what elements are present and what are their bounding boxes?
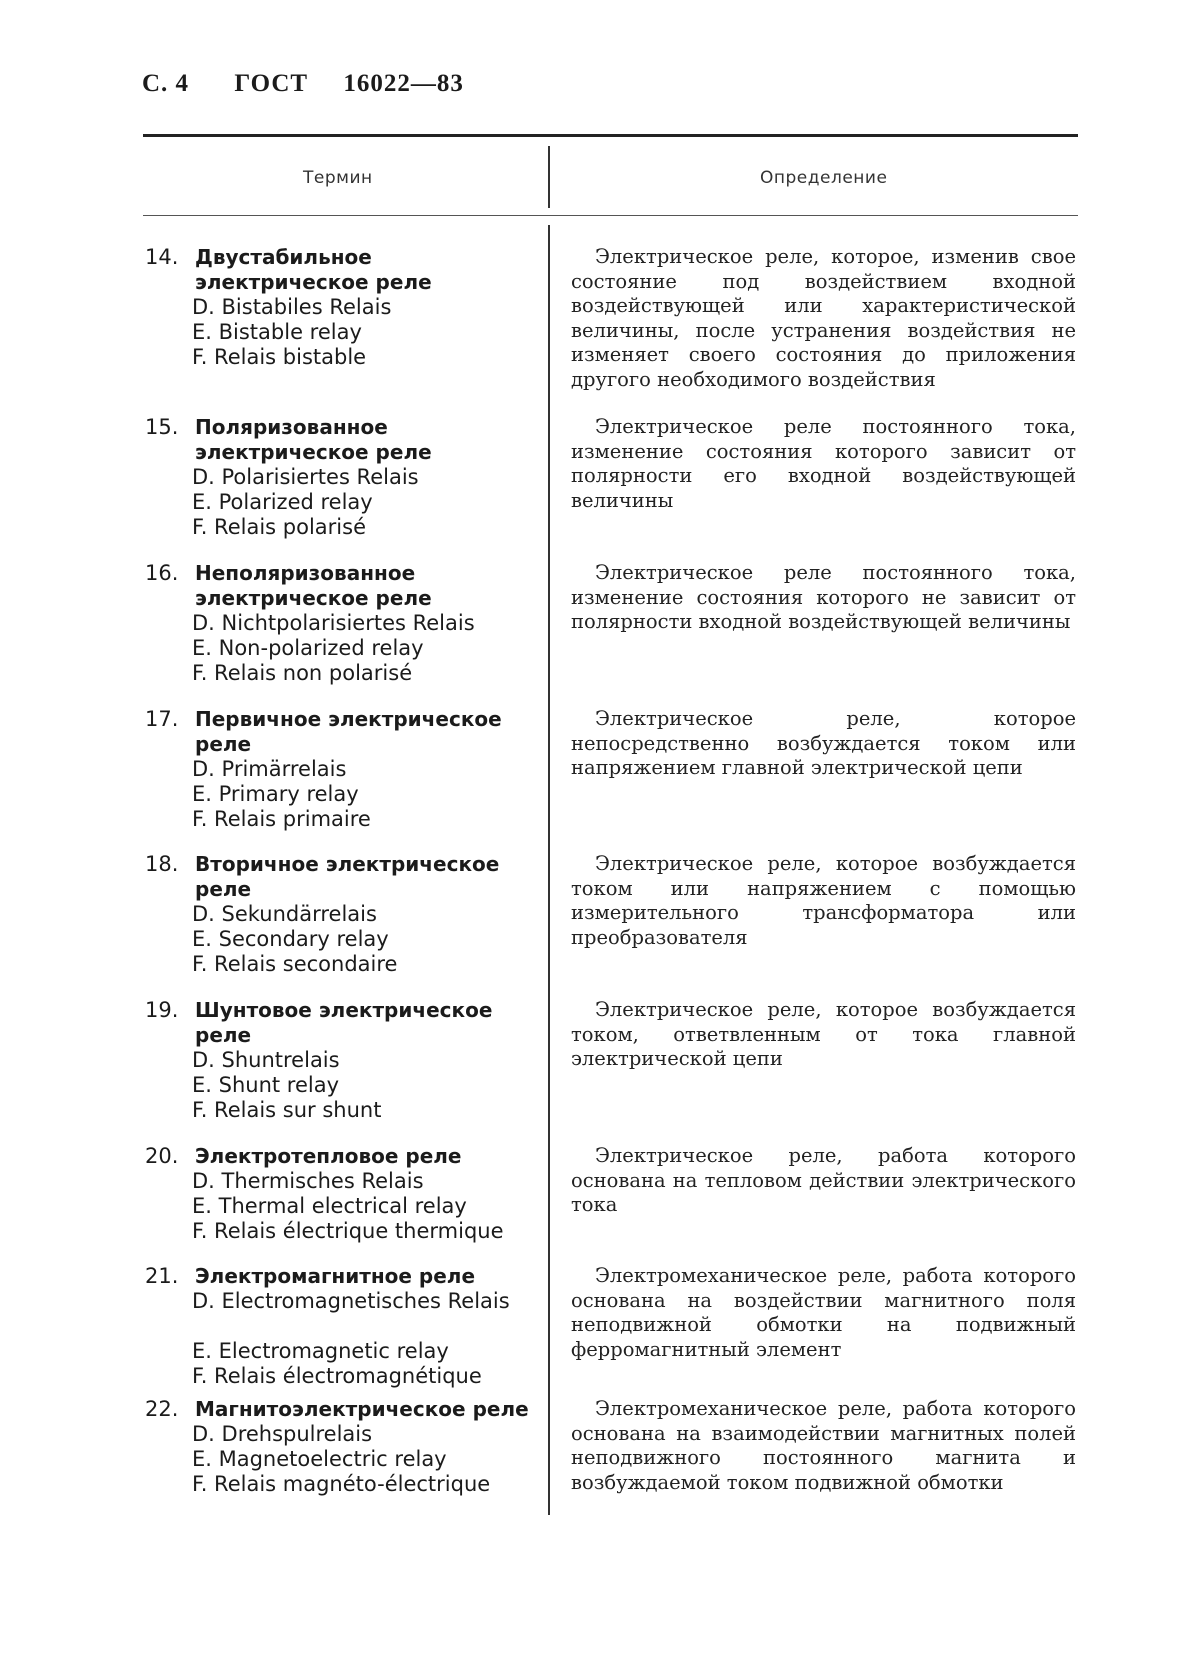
term-definition: Электромеханическое реле, работа которого основана на взаимодействии магнитных полей неподвижного постоянного магнита и возбуждаемой током подвижной обмотки <box>571 1397 1076 1494</box>
term-definition: Электрическое реле, работа которого основана на тепловом действии электрического тока <box>571 1144 1076 1216</box>
term-number: 19. <box>145 998 179 1022</box>
term-number: 18. <box>145 852 179 876</box>
standard-label: ГОСТ <box>234 70 309 97</box>
term-french: F. Relais bistable <box>192 345 367 369</box>
term-german: D. Drehspulrelais <box>192 1422 373 1446</box>
term-german: D. Thermisches Relais <box>192 1169 424 1193</box>
term-french: F. Relais primaire <box>192 807 371 831</box>
term-english: E. Secondary relay <box>192 927 389 951</box>
term-number: 20. <box>145 1144 179 1168</box>
term-title: Шунтовое электрическое реле <box>195 998 493 1047</box>
term-french: F. Relais polarisé <box>192 515 366 539</box>
term-english: E. Thermal electrical relay <box>192 1194 467 1218</box>
column-header-term: Термин <box>303 168 373 188</box>
column-header-definition: Определение <box>760 168 888 188</box>
term-english: E. Bistable relay <box>192 320 362 344</box>
term-number: 17. <box>145 707 179 731</box>
term-definition: Электрическое реле, которое, изменив свое состояние под воздействием входной воздействующей или характеристической величины, после устранения воздействия не изменяет своего состояния до приложения другого необходимого воздействия <box>571 245 1076 391</box>
term-english: E. Electromagnetic relay <box>192 1339 449 1363</box>
term-german: D. Nichtpolarisiertes Relais <box>192 611 475 635</box>
term-german: D. Primärrelais <box>192 757 347 781</box>
header-column-divider <box>548 146 550 208</box>
term-definition: Электрическое реле, которое непосредственно возбуждается током или напряжением главной электрической цепи <box>571 707 1076 779</box>
term-german: D. Bistabiles Relais <box>192 295 392 319</box>
column-divider <box>548 225 550 1515</box>
term-number: 22. <box>145 1397 179 1421</box>
page-number: С. 4 <box>142 70 190 97</box>
term-german: D. Sekundärrelais <box>192 902 377 926</box>
term-title: Поляризованное электрическое реле <box>195 415 432 464</box>
term-english: E. Primary relay <box>192 782 359 806</box>
term-french: F. Relais électrique thermique <box>192 1219 504 1243</box>
term-number: 15. <box>145 415 179 439</box>
term-definition: Электрическое реле, которое возбуждается током, ответвленным от тока главной электрической цепи <box>571 998 1076 1070</box>
page-header <box>142 70 464 98</box>
term-title: Электромагнитное реле <box>195 1264 476 1288</box>
term-number: 14. <box>145 245 179 269</box>
term-title: Вторичное электрическое реле <box>195 852 500 901</box>
term-title: Магнитоэлектрическое реле <box>195 1397 529 1421</box>
term-french: F. Relais non polarisé <box>192 661 413 685</box>
term-french: F. Relais sur shunt <box>192 1098 382 1122</box>
header-rule <box>143 215 1078 216</box>
standard-number: 16022—83 <box>343 70 464 97</box>
term-german: D. Electromagnetisches Relais <box>192 1289 510 1313</box>
term-title: Первичное электрическое реле <box>195 707 502 756</box>
term-german: D. Polarisiertes Relais <box>192 465 419 489</box>
term-french: F. Relais secondaire <box>192 952 398 976</box>
term-german: D. Shuntrelais <box>192 1048 340 1072</box>
top-rule <box>143 134 1078 137</box>
term-english: E. Non-polarized relay <box>192 636 424 660</box>
term-english: E. Magnetoelectric relay <box>192 1447 447 1471</box>
term-title: Электротепловое реле <box>195 1144 462 1168</box>
term-title: Двустабильное электрическое реле <box>195 245 432 294</box>
term-definition: Электрическое реле, которое возбуждается током или напряжением с помощью измерительного трансформатора или преобразователя <box>571 852 1076 949</box>
term-english: E. Shunt relay <box>192 1073 340 1097</box>
term-definition: Электромеханическое реле, работа которого основана на воздействии магнитного поля неподвижной обмотки на подвижный ферромагнитный элемент <box>571 1264 1076 1361</box>
term-french: F. Relais magnéto-électrique <box>192 1472 491 1496</box>
term-definition: Электрическое реле постоянного тока, изменение состояния которого зависит от полярности его входной воздействующей величины <box>571 415 1076 512</box>
term-french: F. Relais électromagnétique <box>192 1364 482 1388</box>
term-number: 16. <box>145 561 179 585</box>
term-title: Неполяризованное электрическое реле <box>195 561 432 610</box>
term-definition: Электрическое реле постоянного тока, изменение состояния которого не зависит от полярности входной воздействующей величины <box>571 561 1076 633</box>
term-number: 21. <box>145 1264 179 1288</box>
term-english: E. Polarized relay <box>192 490 373 514</box>
